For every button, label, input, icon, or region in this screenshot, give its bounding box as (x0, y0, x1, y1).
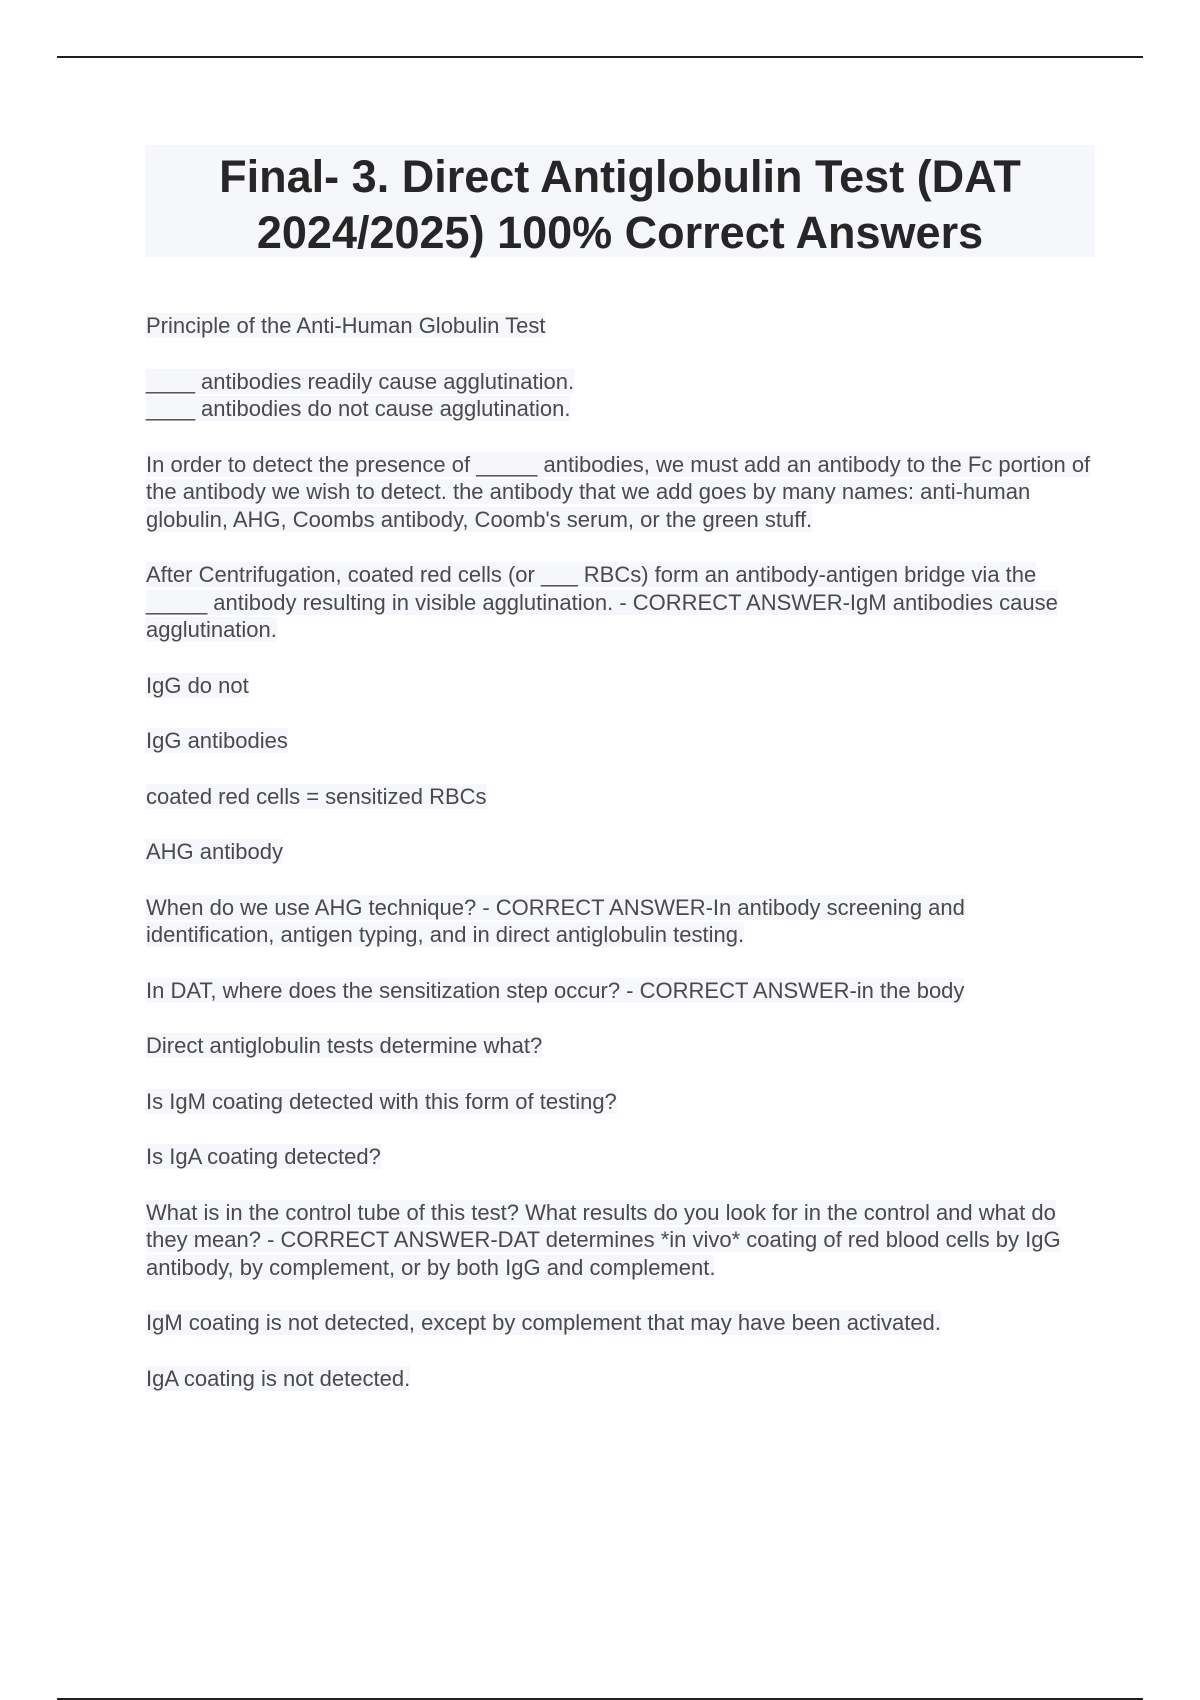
paragraph-4 (146, 561, 1091, 644)
paragraph-12 (146, 1088, 1091, 1116)
paragraph-5 (146, 672, 1091, 700)
paragraph-1-text: Principle of the Anti-Human Globulin Test (146, 313, 546, 338)
paragraph-9 (146, 894, 1091, 949)
paragraph-8 (146, 838, 1091, 866)
title-line-1: Final- 3. Direct Antiglobulin Test (DAT (219, 151, 1021, 202)
paragraph-14 (146, 1199, 1091, 1282)
page-title (145, 145, 1095, 261)
paragraph-12-text: Is IgM coating detected with this form of testing? (146, 1088, 617, 1114)
title-line-2: 2024/2025) 100% Correct Answers (256, 207, 984, 258)
paragraph-5-text: IgG do not (146, 672, 249, 698)
paragraph-7 (146, 783, 1091, 811)
paragraph-10-text: In DAT, where does the sensitization step occur? - CORRECT ANSWER-in the body (146, 977, 965, 1003)
title-banner (145, 145, 1095, 257)
paragraph-8-text: AHG antibody (146, 839, 283, 864)
paragraph-1 (146, 312, 1091, 340)
paragraph-6-text: IgG antibodies (146, 728, 288, 753)
paragraph-3 (146, 451, 1091, 534)
paragraph-15-text: IgM coating is not detected, except by complement that may have been activated. (146, 1310, 941, 1335)
top-rule (57, 56, 1143, 58)
document-body (146, 312, 1091, 1420)
paragraph-13-text: Is IgA coating detected? (146, 1144, 381, 1169)
paragraph-4-text: After Centrifugation, coated red cells (or ___ RBCs) form an antibody-antigen bridge via the _____ antibody resulting in visible agglutination. - CORRECT ANSWER-IgM antibodies cause agglutination. (146, 562, 1058, 642)
paragraph-9-text: When do we use AHG technique? - CORRECT ANSWER-In antibody screening and identification, antigen typing, and in direct antiglobulin testing. (146, 894, 965, 947)
paragraph-3-text: In order to detect the presence of _____ antibodies, we must add an antibody to the Fc portion of the antibody we wish to detect. the antibody that we add goes by many names: anti-human globulin, AHG, Coombs antibody, Coomb's serum, or the green stuff. (146, 451, 1091, 532)
paragraph-11 (146, 1032, 1091, 1060)
paragraph-2-line-2: ____ antibodies do not cause agglutination. (146, 396, 571, 421)
paragraph-16-text: IgA coating is not detected. (146, 1365, 411, 1391)
paragraph-13 (146, 1143, 1091, 1171)
paragraph-14-text: What is in the control tube of this test? What results do you look for in the control and what do they mean? - CORRECT ANSWER-DAT determines *in vivo* coating of red blood cells by IgG antibody, by complement, or by both IgG and complement. (146, 1199, 1061, 1280)
paragraph-16 (146, 1365, 1091, 1393)
paragraph-15 (146, 1309, 1091, 1337)
paragraph-11-text: Direct antiglobulin tests determine what? (146, 1033, 543, 1058)
paragraph-6 (146, 727, 1091, 755)
paragraph-2 (146, 368, 1091, 423)
paragraph-10 (146, 977, 1091, 1005)
paragraph-2-line-1: ____ antibodies readily cause agglutination. (146, 368, 575, 394)
paragraph-7-text: coated red cells = sensitized RBCs (146, 783, 487, 809)
